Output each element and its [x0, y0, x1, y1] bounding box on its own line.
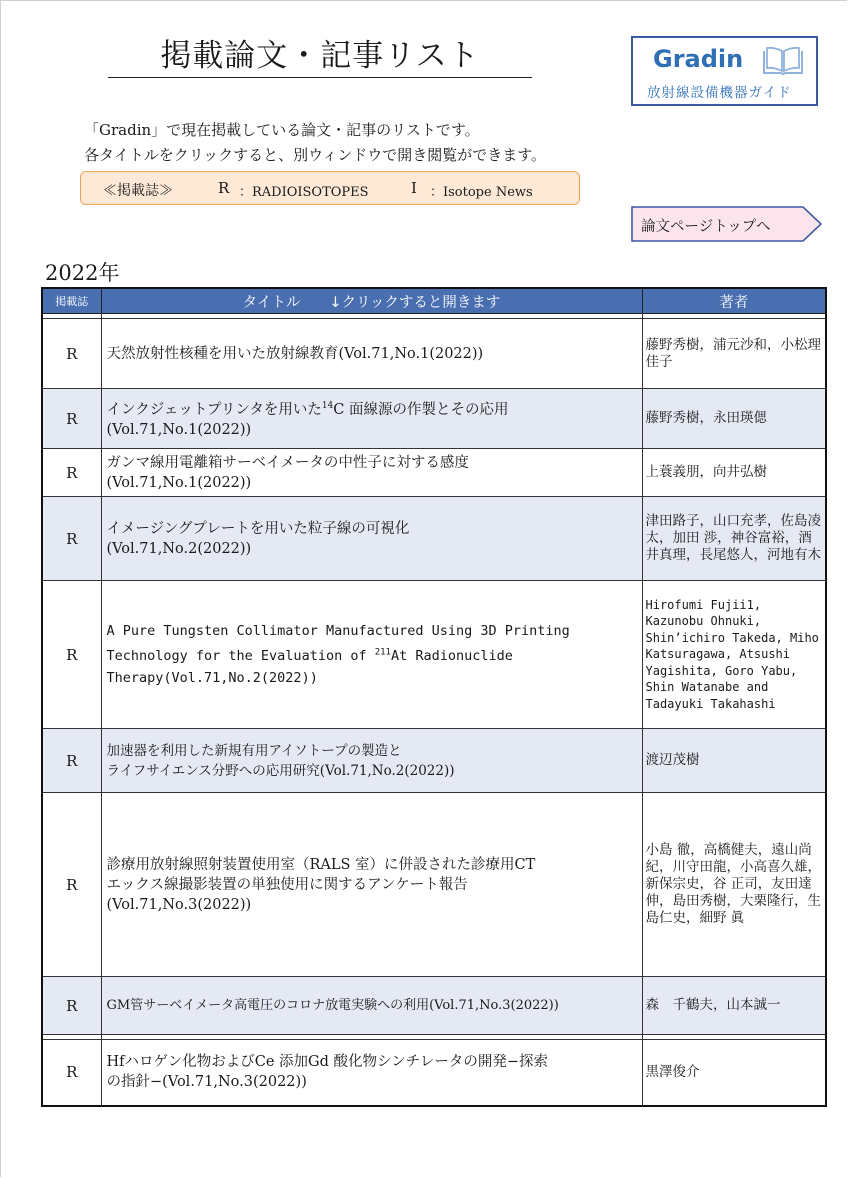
title-cell[interactable] — [101, 581, 642, 729]
logo-wordmark: Gradin — [653, 45, 744, 73]
title-cell[interactable] — [101, 497, 642, 581]
article-title-link[interactable]: A Pure Tungsten Collimator Manufactured Using 3D Printing Technology for the Evaluation of $^{211}$At Radionuclide Therapy(Vol.71,No.2(2022)) — [106, 622, 570, 687]
authors-cell: 森 千鶴夫，山本誠一 — [642, 977, 826, 1035]
article-title-link[interactable]: 加速器を利用した新規有用アイソトープの製造と ライフサイエンス分野への応用研究(Vol.71,No.2(2022)) — [106, 742, 455, 779]
magazine-cell: R — [42, 449, 101, 497]
year-heading: 2022年 — [45, 261, 120, 285]
article-table — [41, 287, 827, 1107]
magazine-cell: R — [42, 319, 101, 389]
table-row — [42, 729, 826, 793]
magazine-cell: R — [42, 977, 101, 1035]
authors-cell: 津田路子，山口充孝，佐島凌太，加田 渉，神谷富裕，酒井真理，長尾悠人，河地有木 — [642, 497, 826, 581]
article-title-link[interactable]: 診療用放射線照射装置使用室（RALS 室）に併設された診療用CT エックス線撮影装置の単独使用に関するアンケート報告 (Vol.71,No.3(2022)) — [106, 856, 536, 913]
magazine-cell: R — [42, 497, 101, 581]
article-title-link[interactable]: イメージングプレートを用いた粒子線の可視化 (Vol.71,No.2(2022)) — [106, 520, 410, 557]
legend-label: ≪掲載誌≫ — [103, 183, 173, 199]
open-book-icon — [762, 45, 804, 81]
legend-r-name: ：RADIOISOTOPES — [239, 185, 369, 200]
table-row — [42, 389, 826, 449]
paper-page-top-label: 論文ページトップへ — [641, 219, 771, 235]
title-cell[interactable] — [101, 977, 642, 1035]
table-row — [42, 793, 826, 977]
intro-line-2: 各タイトルをクリックすると、別ウィンドウで開き閲覧ができます。 — [84, 146, 547, 164]
intro-line-1: 「Gradin」で現在掲載している論文・記事のリストです。 — [84, 121, 480, 139]
magazine-legend — [80, 171, 580, 205]
legend-i-name: ：Isotope News — [430, 185, 533, 200]
title-cell[interactable] — [101, 1040, 642, 1106]
table-header-row — [42, 288, 826, 314]
title-cell[interactable] — [101, 729, 642, 793]
authors-cell: Hirofumi Fujii1, Kazunobu Ohnuki, Shin’ichiro Takeda, Miho Katsuragawa, Atsushi Yagishita, Goro Yabu, Shin Watanabe and Tadayuki Takahashi — [642, 581, 826, 729]
table-row — [42, 1040, 826, 1106]
intro-text — [84, 118, 546, 168]
table-row — [42, 977, 826, 1035]
magazine-cell: R — [42, 729, 101, 793]
table-row — [42, 449, 826, 497]
legend-i-code: I — [411, 179, 417, 197]
title-cell[interactable] — [101, 389, 642, 449]
header-title: タイトル ↓クリックすると開きます — [101, 288, 642, 314]
title-cell[interactable] — [101, 319, 642, 389]
authors-cell: 小島 徹，高橋健夫，遠山尚紀，川守田龍，小高喜久雄，新保宗史，谷 正司，友田達伸，島田秀樹，大栗隆行，生島仁史，細野 眞 — [642, 793, 826, 977]
magazine-cell: R — [42, 581, 101, 729]
article-title-link[interactable]: ガンマ線用電離箱サーベイメータの中性子に対する感度 (Vol.71,No.1(2022)) — [106, 454, 469, 491]
page-title: 掲載論文・記事リスト — [108, 30, 532, 78]
header-authors: 著者 — [642, 288, 826, 314]
table-row — [42, 497, 826, 581]
gradin-logo — [631, 36, 818, 106]
paper-page-top-button[interactable] — [631, 206, 822, 242]
table-row — [42, 319, 826, 389]
header-magazine: 掲載誌 — [42, 288, 101, 314]
logo-subtitle: 放射線設備機器ガイド — [647, 85, 792, 101]
authors-cell: 渡辺茂樹 — [642, 729, 826, 793]
article-title-link[interactable]: インクジェットプリンタを用いた$^{14}$C 面線源の作製とその応用 (Vol.71,No.1(2022)) — [106, 401, 509, 439]
authors-cell: 黒澤俊介 — [642, 1040, 826, 1106]
article-title-link[interactable]: 天然放射性核種を用いた放射線教育(Vol.71,No.1(2022)) — [106, 345, 484, 362]
magazine-cell: R — [42, 793, 101, 977]
authors-cell: 藤野秀樹，浦元沙和，小松理佳子 — [642, 319, 826, 389]
article-title-link[interactable]: GM管サーベイメータ高電圧のコロナ放電実験への利用(Vol.71,No.3(2022)) — [106, 997, 559, 1013]
magazine-cell: R — [42, 1040, 101, 1106]
article-title-link[interactable]: Hfハロゲン化物およびCe 添加Gd 酸化物シンチレータの開発−探索 の指針−(Vol.71,No.3(2022)) — [106, 1054, 548, 1091]
legend-r-code: R — [218, 179, 230, 197]
magazine-cell: R — [42, 389, 101, 449]
authors-cell: 上蓑義朋，向井弘樹 — [642, 449, 826, 497]
title-cell[interactable] — [101, 793, 642, 977]
title-cell[interactable] — [101, 449, 642, 497]
authors-cell: 藤野秀樹，永田瑛偲 — [642, 389, 826, 449]
table-row — [42, 581, 826, 729]
